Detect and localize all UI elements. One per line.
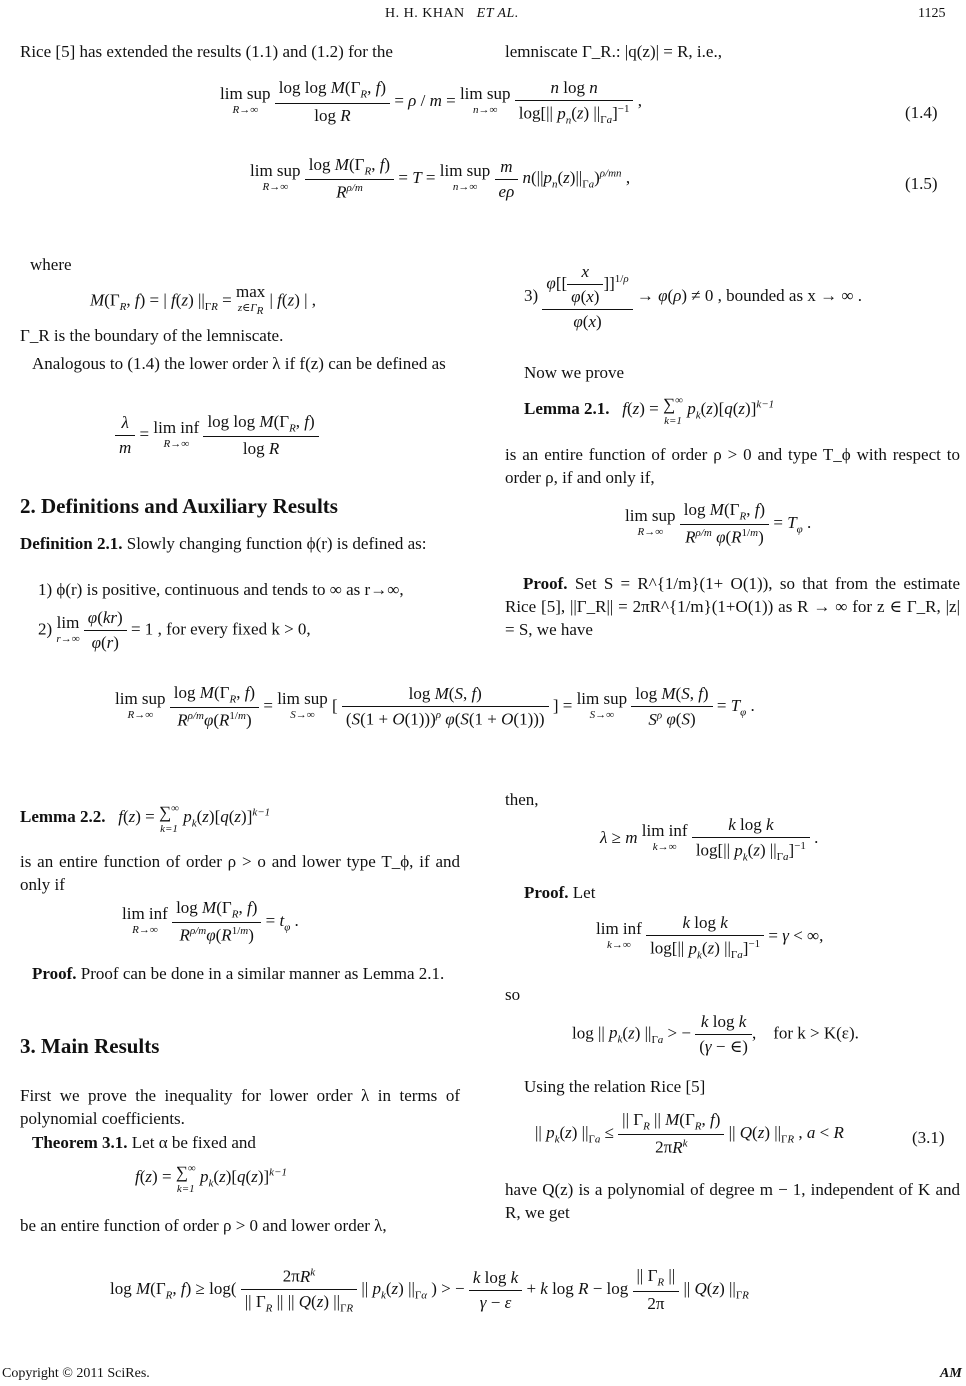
lemma-2-1-text: is an entire function of order ρ > 0 and type T_ϕ with respect to order ρ, if and only if,	[505, 445, 960, 487]
have-q-text: have Q(z) is a polynomial of degree m − 1, independent of K and R, we get	[505, 1180, 960, 1222]
running-head	[385, 6, 519, 22]
lemma-2-2-statement: Lemma 2.2. f(z) = ∑∞ k=1 $p_k(z)[q(z)]^{k-1}$	[20, 802, 271, 835]
equation-1-5: lim sup R→∞ $\frac{\log M(\Gamma_R, f)}{R^{\rho/m}}$ = T = lim sup n→∞ $\frac{m}{e\rho}$ $n(||p_n(z)||_{\Gamma a})^{\rho/mn}$ ,	[250, 155, 631, 203]
condition-2: 2) lim r→∞ $\frac{\varphi(kr)}{\varphi(r)}$ = 1 , for every fixed k > 0,	[38, 608, 311, 652]
page-number: 1125	[918, 6, 946, 21]
theorem-3-1-inequality: λ ≥ m lim inf k→∞ $\frac{\text{k log k}}{\log[|| p_k(z) ||_{\Gamma a}]^{-1}}$ .	[600, 815, 819, 864]
using-relation-text: Using the relation Rice [5]	[524, 1077, 706, 1096]
final-equation: $\log M(\Gamma_R$, f) ≥ log( $\frac{2\pi R^k}{|| \Gamma_R || || Q(z) ||_{\Gamma R}}$ || $p_k(z)$ $||_{\Gamma\alpha}$ ) > − $\frac{\text{k log k}}{\gamma - \varepsilon}$ + k log R − log $\frac{|| \Gamma_R ||}{2\pi}$ || Q(z) $||_{\Gamma R}$	[110, 1266, 749, 1315]
lemma-2-1-statement: Lemma 2.1. f(z) = ∑∞ k=1 $p_k(z)[q(z)]^{k-1}$	[524, 394, 775, 427]
gamma-boundary-text: Γ_R is the boundary of the lemniscate.	[20, 326, 284, 345]
definition-2-1	[20, 532, 460, 555]
where-text: where	[30, 255, 72, 274]
lemma-2-1-proof-equation: lim sup R→∞ $\frac{\log M(\Gamma_R, f)}{R^{\rho/m}\varphi(R^{1/m})}$ = lim sup S→∞ [ $\frac{\text{log M(S, f)}}{(S(1 + O(1)))^\rho \varphi(S(1 + O(1)))}$ ] = lim sup S→∞ $\frac{\text{log M(S, f)}}{S^\rho \varphi(S)}$ = $T_\varphi$ .	[115, 683, 755, 731]
so-inequality: log || $p_k(z) ||_{\Gamma a}$ > − $\frac{\text{k log k}}{(\gamma - \in)}$ , for k > K(ε).	[572, 1012, 859, 1056]
entire-lower-text: be an entire function of order ρ > 0 and lower order λ,	[20, 1216, 387, 1235]
definition-2-1-text: Slowly changing function ϕ(r) is defined as:	[126, 534, 427, 553]
proof-2-1-label: Proof.	[523, 574, 568, 593]
condition-3: 3) φ[[ $\frac{x}{\varphi(x)}$ ]]$^{1/\rho}$ φ(x) → φ(ρ) ≠ 0 , bounded as x → ∞ .	[524, 262, 862, 331]
theorem-3-1-text: Let α be fixed and	[131, 1133, 256, 1152]
equation-1-4: lim sup R→∞ $\frac{\log \log M(\Gamma_R, f)}{\text{log R}}$ = ρ / m = lim sup n→∞ $\frac{\text{n log n}}{\log[|| p_n(z) ||_{\Gamma a}]^{-1}}$ ,	[220, 78, 642, 127]
then-text: then,	[505, 790, 539, 809]
theorem-3-1-label: Theorem 3.1.	[32, 1133, 128, 1152]
lemma-2-2-equation: lim inf R→∞ $\frac{\log M(\Gamma_R, f)}{R^{\rho/m}\varphi(R^{1/m})}$ = $t_\varphi$ .	[122, 898, 299, 946]
theorem-3-1	[20, 1131, 460, 1154]
proof-let	[524, 883, 595, 903]
header-authors: H. H. KHAN	[385, 6, 465, 21]
lower-order-equation: $\frac{\lambda}{m}$ = lim inf R→∞ $\frac{\log \log M(\Gamma_R, f)}{\text{log R}}$	[115, 412, 319, 459]
section-3-title: 3. Main Results	[20, 1034, 160, 1058]
condition-3-tail: , bounded as x → ∞ .	[717, 285, 862, 305]
theorem-3-1-series: f(z) = ∑∞ k=1 $p_k(z)[q(z)]^{k-1}$	[135, 1162, 287, 1195]
equation-number-3-1: (3.1)	[912, 1128, 945, 1147]
condition-2-tail: , for every fixed k > 0,	[157, 619, 311, 639]
proof-2-1-text: Set S = R^{1/m}(1+ O(1)), so that from the estimate Rice [5], ||Γ_R|| = 2πR^{1/m}(1+O(1)) as R → ∞ for z ∈ Γ_R, |z| = S, we have	[505, 574, 961, 639]
lemniscate-text: lemniscate Γ_R.: |q(z)| = R, i.e.,	[505, 42, 722, 61]
for-k-text: for k > K(ε).	[773, 1023, 859, 1043]
first-prove-paragraph: First we prove the inequality for lower order λ in terms of polynomial coefficients.	[20, 1086, 460, 1128]
header-etal: ET AL.	[476, 6, 519, 21]
proof-let-text: Let	[572, 883, 596, 902]
section-2-title: 2. Definitions and Auxiliary Results	[20, 494, 338, 518]
definition-2-1-label: Definition 2.1.	[20, 534, 123, 553]
lemma-2-2-text: is an entire function of order ρ > o and lower type T_ϕ, if and only if	[20, 852, 460, 894]
proof-2-2	[20, 962, 460, 985]
rice-paragraph: Rice [5] has extended the results (1.1) and (1.2) for the	[20, 42, 393, 61]
proof-2-2-label: Proof.	[32, 964, 77, 983]
proof-2-2-text: Proof can be done in a similar manner as Lemma 2.1.	[80, 964, 445, 983]
now-prove-text: Now we prove	[524, 363, 625, 382]
so-text: so	[505, 985, 521, 1004]
proof-let-label: Proof.	[524, 883, 569, 902]
analog-paragraph: Analogous to (1.4) the lower order λ if f(z) can be defined as	[32, 354, 446, 373]
equation-number-1-5: (1.5)	[905, 174, 938, 193]
proof-liminf-equation: lim inf k→∞ $\frac{\text{k log k}}{\log[|| p_k(z) ||_{\Gamma a}]^{-1}}$ = γ < ∞,	[596, 913, 824, 962]
lemma-2-2-label: Lemma 2.2.	[20, 807, 106, 827]
proof-2-1	[505, 572, 960, 641]
footer-journal: AM	[940, 1366, 962, 1381]
lemma-2-1-equation: lim sup R→∞ $\frac{\log M(\Gamma_R, f)}{R^{\rho/m} \varphi(R^{1/m})}$ = $T_\varphi$ .	[625, 500, 812, 548]
max-modulus-definition: $M(\Gamma_R$, f) = | f(z) $||_{\Gamma R} = \max$ $z\in\Gamma_R$ | f(z) | ,	[90, 282, 317, 318]
equation-3-1: || $p_k(z) ||_{\Gamma a}$ ≤ $\frac{|| \Gamma_R || M(\Gamma_R, f)}{2\pi R^k}$ || Q(z) $||_{\Gamma R}$ , a < R	[535, 1110, 844, 1158]
equation-number-1-4: (1.4)	[905, 103, 938, 122]
lemma-2-1-label: Lemma 2.1.	[524, 399, 610, 419]
footer-copyright: Copyright © 2011 SciRes.	[2, 1366, 150, 1381]
condition-1: 1) ϕ(r) is positive, continuous and tends to ∞ as r→∞,	[38, 580, 404, 599]
